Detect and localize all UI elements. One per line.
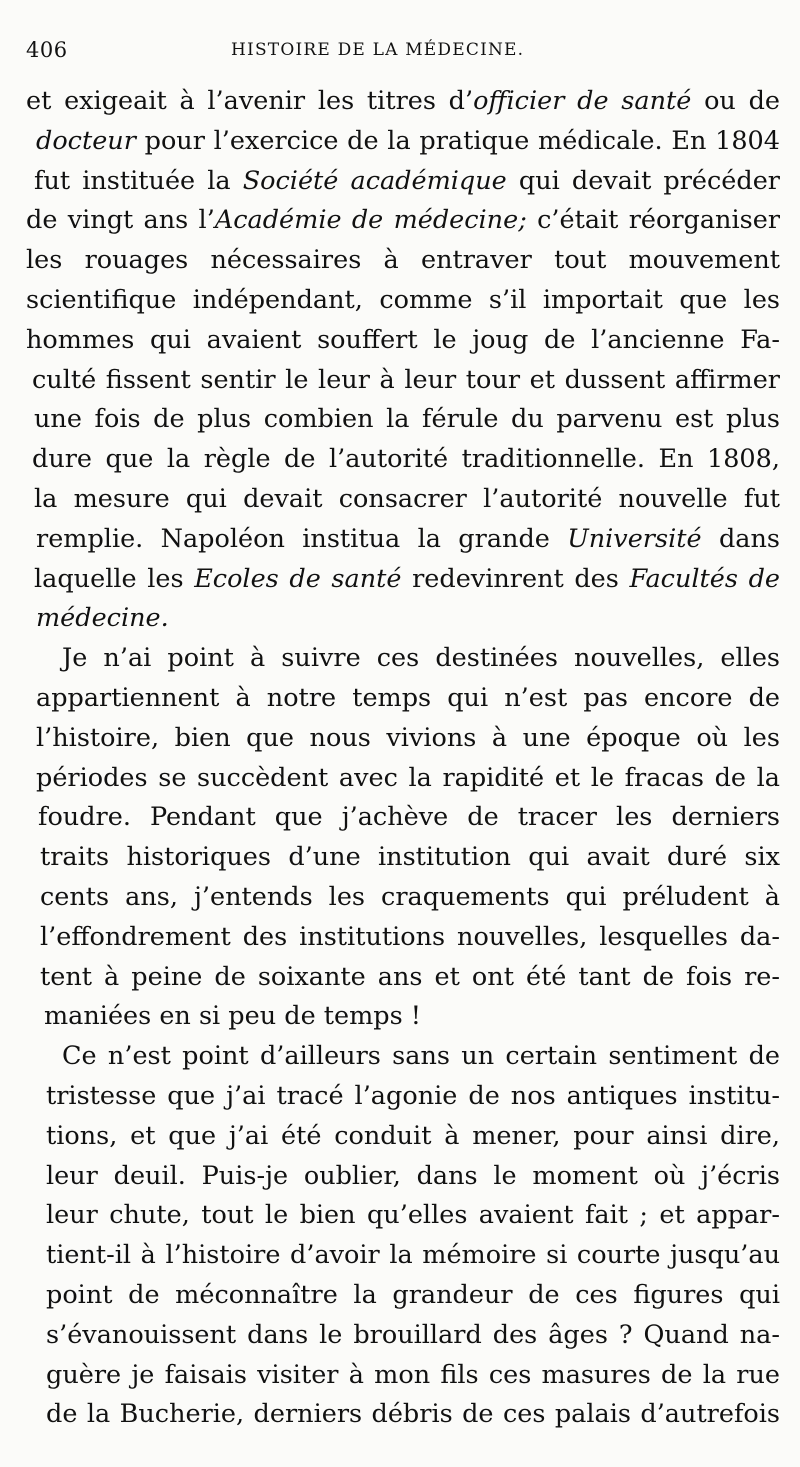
italic-text-run: médecine. [36, 603, 169, 634]
text-line [26, 281, 780, 321]
text-line [26, 1117, 780, 1157]
text-line [26, 1157, 780, 1197]
text-line [26, 759, 780, 799]
text-run: laquelle les [34, 563, 195, 594]
text-line [26, 1037, 780, 1077]
text-run: s’évanouissent dans le brouillard des âges ? Quand na- [46, 1319, 780, 1350]
italic-text-run: Ecoles de santé [194, 563, 402, 594]
text-run: redevinrent des [401, 563, 630, 594]
text-line [26, 997, 780, 1037]
text-run: hommes qui avaient souffert le joug de l’ancienne Fa- [26, 324, 780, 355]
italic-text-run: docteur [36, 125, 136, 156]
text-run: guère je faisais visiter à mon fils ces masures de la rue [46, 1359, 780, 1390]
text-run: la mesure qui devait consacrer l’autorité nouvelle fut [34, 483, 780, 514]
text-run: fut instituée la [34, 165, 243, 196]
text-line [26, 520, 780, 560]
text-run: périodes se succèdent avec la rapidité et le fracas de la [36, 762, 780, 793]
text-line [26, 162, 780, 202]
text-run: l’effondrement des institutions nouvelles, lesquelles da- [40, 921, 780, 952]
text-line [26, 1395, 780, 1435]
text-line [26, 201, 780, 241]
italic-text-run: Université [567, 523, 702, 554]
text-run: leur chute, tout le bien qu’elles avaient fait ; et appar- [46, 1200, 780, 1231]
text-run: culté fissent sentir le leur à leur tour et dussent affirmer [32, 364, 780, 395]
page-number: 406 [26, 38, 68, 62]
text-run: foudre. Pendant que j’achève de tracer les derniers [38, 802, 780, 833]
text-line [26, 958, 780, 998]
text-line [26, 1356, 780, 1396]
italic-text-run: Académie de médecine; [214, 205, 527, 236]
text-line [26, 838, 780, 878]
text-line [26, 321, 780, 361]
running-title: HISTOIRE DE LA MÉDECINE. [231, 40, 525, 60]
text-run: tent à peine de soixante ans et ont été tant de fois re- [40, 961, 780, 992]
text-line [26, 400, 780, 440]
text-run: Ce n’est point d’ailleurs sans un certain sentiment de [62, 1041, 780, 1072]
italic-text-run: Société académique [242, 165, 507, 196]
text-run: de la Bucherie, derniers débris de ces palais d’autrefois [46, 1399, 780, 1430]
text-run: Je n’ai point à suivre ces destinées nouvelles, elles [62, 643, 780, 674]
text-run: cents ans, j’entends les craquements qui préludent à [40, 881, 780, 912]
text-run: tristesse que j’ai tracé l’agonie de nos antiques institu- [46, 1080, 780, 1111]
text-run: tions, et que j’ai été conduit à mener, pour ainsi dire, [46, 1120, 780, 1151]
text-line [26, 878, 780, 918]
text-line [26, 599, 780, 639]
text-line [26, 241, 780, 281]
text-line [26, 1077, 780, 1117]
text-run: point de méconnaître la grandeur de ces figures qui [46, 1279, 780, 1310]
text-line [26, 798, 780, 838]
text-line [26, 440, 780, 480]
text-line [26, 560, 780, 600]
text-line [26, 1316, 780, 1356]
text-run: maniées en si peu de temps ! [44, 1001, 422, 1032]
text-run: appartiennent à notre temps qui n’est pas encore de [36, 682, 780, 713]
text-line [26, 480, 780, 520]
text-line [26, 1236, 780, 1276]
text-run: traits historiques d’une institution qui avait duré six [40, 842, 780, 873]
text-run: qui devait précéder [506, 165, 780, 196]
text-line [26, 679, 780, 719]
text-line [26, 361, 780, 401]
text-run: et exigeait à l’avenir les titres d’ [26, 86, 474, 116]
text-run: dans [701, 523, 780, 554]
text-run: c’était réorganiser [526, 205, 780, 236]
text-line [26, 639, 780, 679]
text-run: l’histoire, bien que nous vivions à une époque où les [36, 722, 780, 753]
text-line [26, 918, 780, 958]
page-header [26, 38, 776, 74]
text-run: remplie. Napoléon institua la grande [36, 523, 568, 554]
text-run: dure que la règle de l’autorité traditionnelle. En 1808, [32, 444, 780, 475]
text-line [26, 1276, 780, 1316]
text-line [26, 122, 780, 162]
text-line [26, 82, 780, 122]
text-run: pour l’exercice de la pratique médicale. En 1804 [135, 125, 780, 156]
text-run: tient-il à l’histoire d’avoir la mémoire si courte jusqu’au [46, 1240, 780, 1271]
text-run: les rouages nécessaires à entraver tout mouvement [26, 245, 780, 276]
text-line [26, 1196, 780, 1236]
italic-text-run: Facultés de [629, 563, 780, 594]
text-run: leur deuil. Puis-je oublier, dans le moment où j’écris [46, 1160, 780, 1191]
text-line [26, 719, 780, 759]
text-run: ou de [691, 86, 780, 116]
body-text [26, 82, 780, 1435]
italic-text-run: officier de santé [473, 86, 692, 116]
text-run: scientifique indépendant, comme s’il importait que les [26, 284, 780, 315]
text-run: de vingt ans l’ [26, 205, 215, 236]
text-run: une fois de plus combien la férule du parvenu est plus [34, 404, 780, 435]
